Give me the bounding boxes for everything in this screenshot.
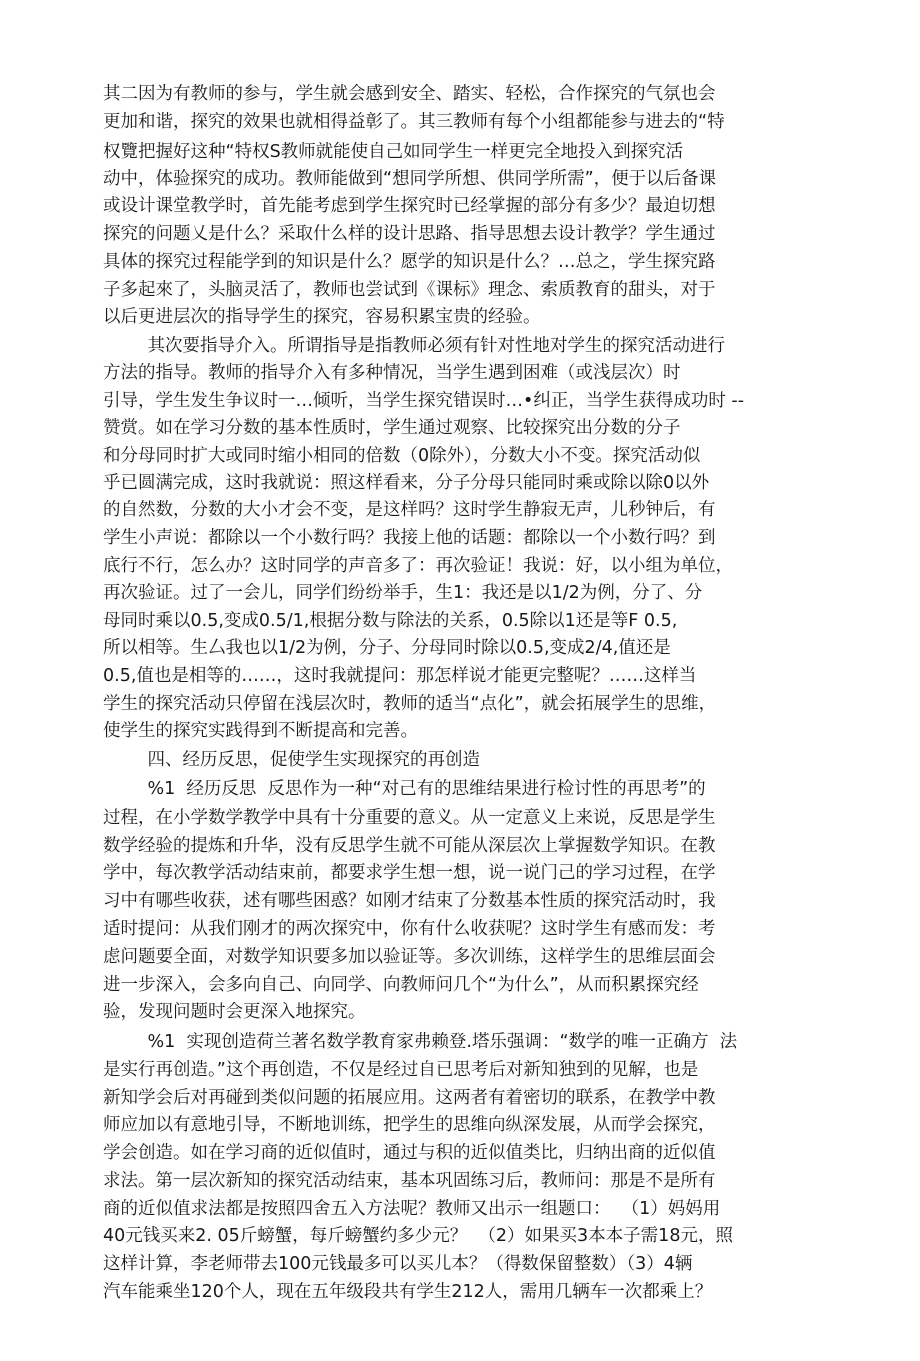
text-line: 数学经验的提炼和升华，没有反思学生就不可能从深层次上掌握数学知识。在教	[103, 836, 716, 856]
text-line: 或设计课堂教学时，首先能考虑到学生探究时已经掌握的部分有多少？最迫切想	[103, 196, 716, 216]
text-line: 具体的探究过程能学到的知识是什么？愿学的知识是什么？…总之，学生探究路	[103, 252, 716, 272]
text-line: 探究的问题乂是什么？采取什么样的设计思路、指导思想去设计教学？学生通过	[103, 224, 716, 244]
text-line: 乎已圆满完成，这时我就说：照这样看来，分子分母只能同时乘或除以除0以外	[103, 473, 710, 493]
text-line: %1 实现创造荷兰著名数学教育家弗赖登.塔乐强调：“数学的唯一正确方 法	[103, 1032, 738, 1052]
text-line: 汽车能乘坐120个人，现在五年级段共有学生212人，需用几辆车一次都乘上？	[103, 1282, 713, 1302]
text-line: 动中，体验探究的成功。教师能做到“想同学所想、供同学所需”，便于以后备课	[103, 169, 717, 189]
text-line: 的自然数，分数的大小才会不变，是这样吗？这时学生静寂无声，儿秒钟后，有	[103, 500, 716, 520]
text-line: 商的近似值求法都是按照四舍五入方法呢？教师又出示一组题口： （1）妈妈用	[103, 1199, 721, 1219]
text-line: 学会创造。如在学习商的近似值时，通过与积的近似值类比，归纳出商的近似值	[103, 1143, 716, 1163]
text-line: 其二因为有教师的参与，学生就会感到安全、踏实、轻松，合作探究的气氛也会	[103, 84, 716, 104]
text-line: 子多起來了，头脑灵活了，教师也尝试到《课标》理念、索质教育的甜头，对于	[103, 280, 716, 300]
text-line: 学生小声说：都除以一个小数行吗？我接上他的话题：都除以一个小数行吗？到	[103, 528, 716, 548]
text-line: 学生的探究活动只停留在浅层次时，教师的适当“点化”，就会拓展学生的思维，	[103, 694, 717, 714]
text-line: 求法。第一层次新知的探究活动结束，基本巩固练习后，教师问：那是不是所有	[103, 1171, 716, 1191]
text-line: 和分母同时扩大或同时缩小相同的倍数（0除外），分数大小不变。探究活动似	[103, 446, 701, 466]
text-line: 其次要指导介入。所谓指导是指教师必须有针对性地对学生的探究活动进行	[103, 336, 725, 356]
text-line: 再次验证。过了一会儿，同学们纷纷举手，生1：我还是以1/2为例，分了、分	[103, 583, 703, 603]
text-line: 学中，每次教学活动结束前，都要求学生想一想，说一说门己的学习过程，在学	[103, 863, 716, 883]
text-line: 权覽把握好这种“特权S教师就能使自己如同学生一样更完全地投入到探究活	[103, 142, 684, 162]
text-line: 母同时乘以0.5,变成0.5/1,根据分数与除法的关系，0.5除以1还是等F 0.5,	[103, 611, 678, 631]
text-line: 方法的指导。教师的指导介入有多种情况，当学生遇到困难（或浅层次）时	[103, 363, 681, 383]
text-line: 虑问题要全面，对数学知识要多加以验证等。多次训练，这样学生的思维层面会	[103, 947, 716, 967]
text-line: %1 经历反思 反思作为一种“对己有的思维结果进行检讨性的再思考”的	[103, 779, 706, 799]
text-line: 过程，在小学数学教学中具有十分重要的意义。从一定意义上来说，反思是学生	[103, 808, 716, 828]
text-line: 习中有哪些收获，述有哪些困惑？如刚才结束了分数基本性质的探究活动时，我	[103, 891, 716, 911]
text-line: 更加和谐，探究的效果也就相得益彰了。其三教师有每个小组都能参与进去的“特	[103, 112, 725, 132]
text-line: 以后更进层次的指导学生的探究，容易积累宝贵的经验。	[103, 307, 541, 327]
text-line: 底行不行，怎么办？这时同学的声音多了：再次验证！我说：好，以小组为单位，	[103, 556, 733, 576]
text-line: 所以相等。生厶我也以1/2为例，分子、分母同时除以0.5,变成2/4,值还是	[103, 638, 671, 658]
text-line: 引导，学生发生争议时一…倾听，当学生探究错误时…•纠正，当学生获得成功时 --	[103, 391, 745, 411]
text-line: 进一步深入，会多向自己、向同学、向教师问几个“为什么”，从而积累探究经	[103, 975, 699, 995]
text-line: 适时提问：从我们刚才的两次探究中，你有什么收获呢？这时学生有感而发：考	[103, 919, 716, 939]
text-line: 四、经历反思，促使学生实现探究的再创造	[103, 750, 481, 770]
text-line: 使学生的探究实践得到不断提高和完善。	[103, 721, 418, 741]
text-line: 0.5,值也是相等的……，这时我就提问：那怎样说才能更完整呢？……这样当	[103, 666, 697, 686]
text-line: 验，发现问题时会更深入地探究。	[103, 1002, 366, 1022]
text-line: 是实行再创造。”这个再创造，不仅是经过自已思考后对新知独到的见解，也是	[103, 1060, 699, 1080]
text-line: 赞赏。如在学习分数的基本性质时，学生通过观察、比较探究出分数的分子	[103, 418, 681, 438]
text-line: 师应加以有意地引导，不断地训练，把学生的思维向纵深发展，从而学会探究，	[103, 1115, 716, 1135]
text-line: 这样计算，李老师带去100元钱最多可以买儿本？（得数保留整数）（3）4辆	[103, 1254, 693, 1274]
text-line: 新知学会后对再碰到类似问题的拓展应用。这两者有着密切的联系，在教学中教	[103, 1088, 716, 1108]
text-line: 40元钱买来2. 05斤螃蟹，每斤螃蟹约多少元？ （2）如果买3本本子需18元，照	[103, 1226, 733, 1246]
